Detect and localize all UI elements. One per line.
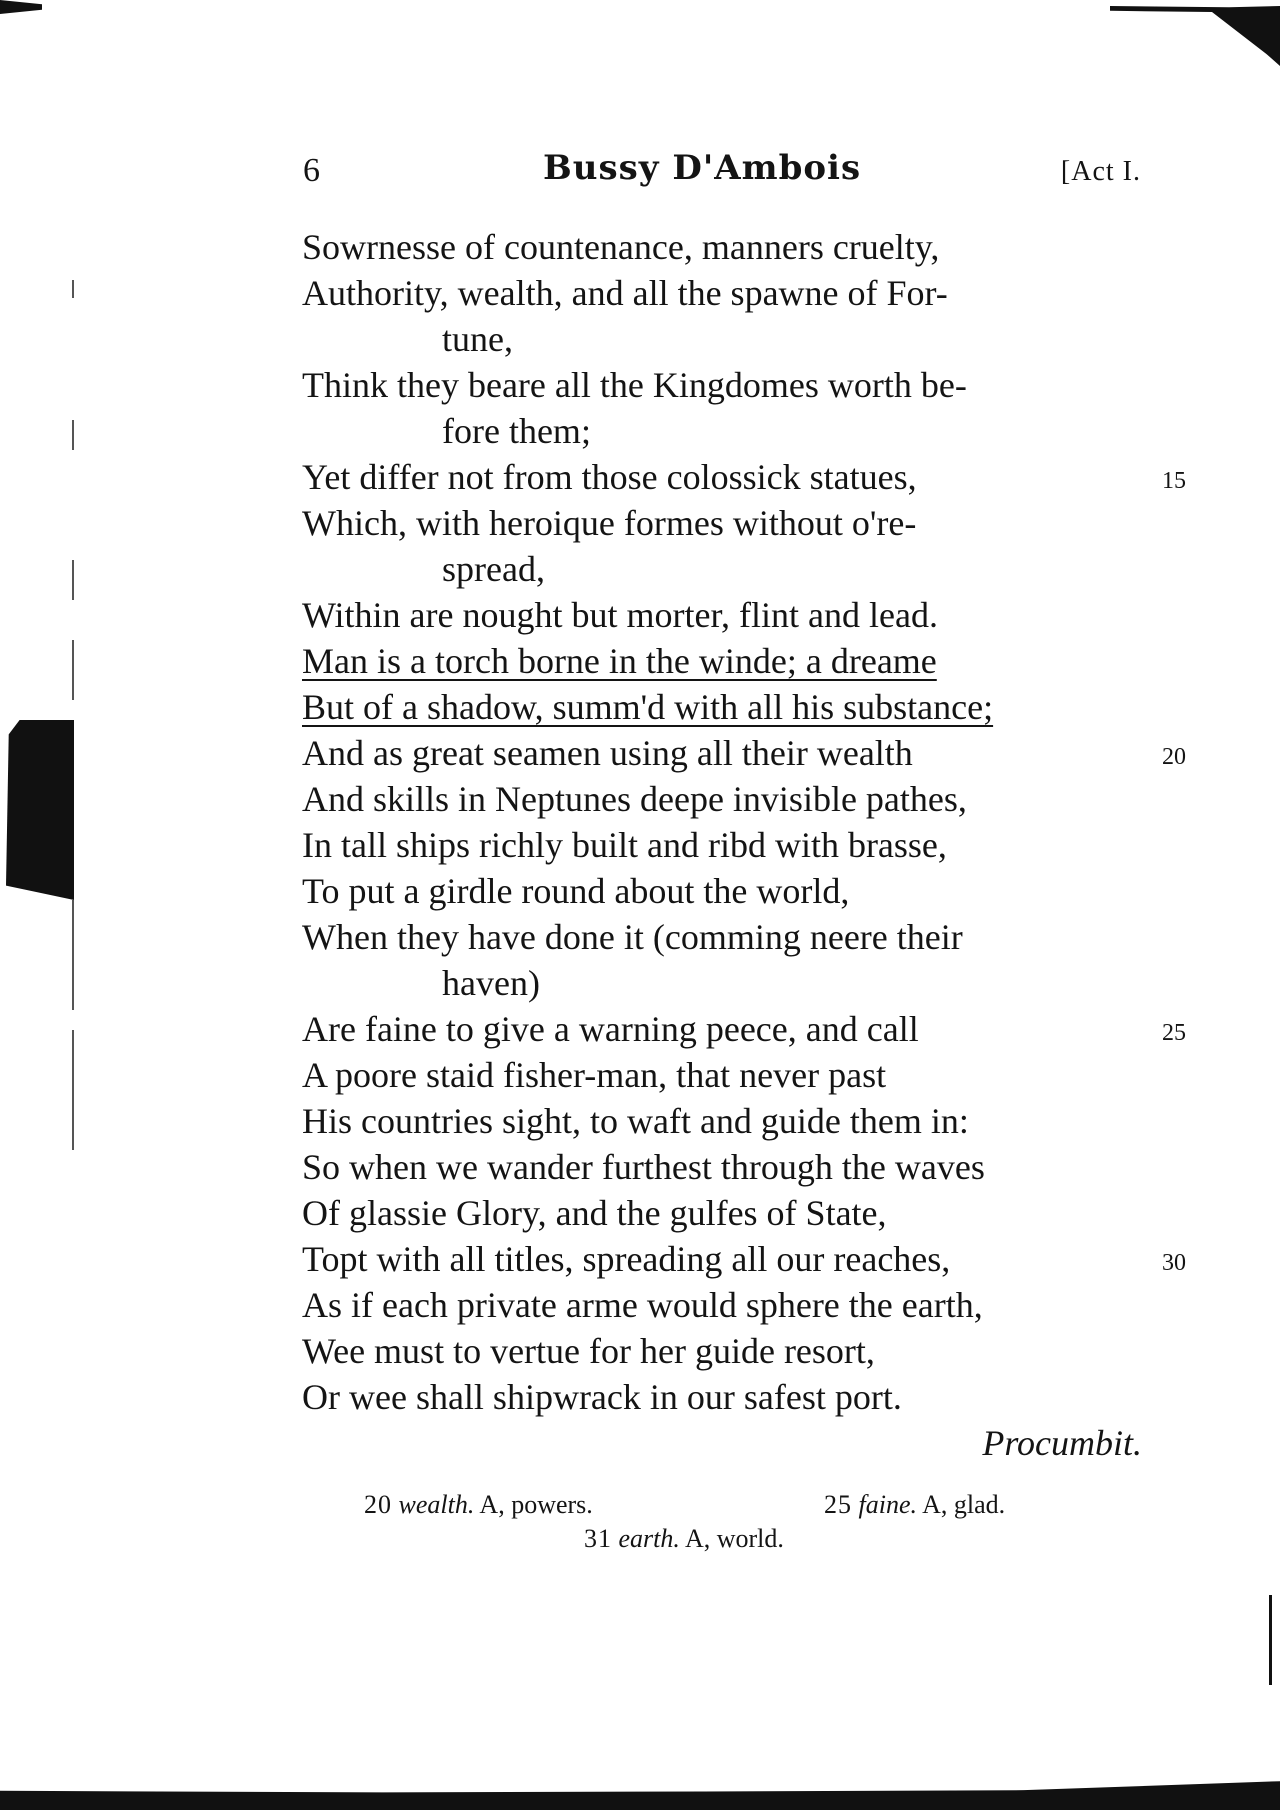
verse-line	[302, 1236, 1186, 1282]
verse-text: tune,	[442, 319, 513, 359]
verse-text: Are faine to give a warning peece, and call	[302, 1009, 919, 1049]
note-reading: A, powers.	[479, 1490, 593, 1519]
verse-line	[302, 546, 1142, 592]
verse-line	[302, 270, 1142, 316]
verse-text: When they have done it (comming neere their	[302, 917, 963, 957]
running-title: Bussy D'Ambois	[543, 148, 862, 188]
verse-text: Of glassie Glory, and the gulfes of State,	[302, 1193, 887, 1233]
verse-block	[302, 224, 1186, 1466]
verse-line	[302, 868, 1142, 914]
page-header	[303, 148, 1141, 200]
verse-text: And skills in Neptunes deepe invisible pathes,	[302, 779, 967, 819]
verse-text: fore them;	[442, 411, 591, 451]
verse-text: Procumbit.	[982, 1423, 1142, 1463]
verse-line	[302, 408, 1142, 454]
verse-text: As if each private arme would sphere the earth,	[302, 1285, 983, 1325]
note-ref: 25	[824, 1490, 852, 1519]
verse-text: Wee must to vertue for her guide resort,	[302, 1331, 875, 1371]
line-number: 15	[1162, 468, 1186, 494]
page-number: 6	[303, 152, 320, 189]
scan-bottom-edge	[0, 1778, 1280, 1810]
verse-line	[302, 776, 1142, 822]
scan-speck	[72, 420, 74, 450]
verse-line	[302, 1328, 1142, 1374]
note-word: wealth.	[398, 1490, 475, 1519]
verse-line	[302, 500, 1142, 546]
note-ref: 20	[364, 1490, 392, 1519]
line-number: 20	[1162, 744, 1186, 770]
verse-line	[302, 1190, 1142, 1236]
textual-note	[364, 1488, 593, 1522]
verse-text: Sowrnesse of countenance, manners cruelty,	[302, 227, 940, 267]
verse-line	[302, 638, 1142, 684]
verse-line	[302, 454, 1186, 500]
verse-text: So when we wander furthest through the waves	[302, 1147, 985, 1187]
note-word: faine.	[858, 1490, 917, 1519]
verse-line	[302, 730, 1186, 776]
act-label: [Act I.	[1060, 156, 1141, 187]
verse-text: Within are nought but morter, flint and lead.	[302, 595, 938, 635]
verse-line	[302, 1098, 1142, 1144]
note-row	[364, 1488, 1084, 1522]
textual-note	[824, 1488, 1005, 1522]
verse-line	[302, 224, 1142, 270]
verse-text: haven)	[442, 963, 540, 1003]
scan-speck	[72, 1030, 74, 1150]
scan-speck	[72, 640, 74, 700]
scan-edge-shadow	[6, 720, 74, 900]
verse-text: Authority, wealth, and all the spawne of For-	[302, 273, 948, 313]
note-reading: A, world.	[684, 1524, 784, 1553]
verse-text: A poore staid fisher-man, that never past	[302, 1055, 887, 1095]
scan-right-edge	[1269, 1595, 1272, 1685]
verse-text: His countries sight, to waft and guide them in:	[302, 1101, 969, 1141]
note-word: earth.	[618, 1524, 680, 1553]
verse-text: Think they beare all the Kingdomes worth be-	[302, 365, 967, 405]
scan-speck	[72, 280, 74, 298]
verse-line	[302, 1144, 1142, 1190]
scan-corner-mark	[1110, 6, 1280, 66]
verse-text: Which, with heroique formes without o're-	[302, 503, 917, 543]
line-number: 25	[1162, 1020, 1186, 1046]
scan-corner-mark	[0, 0, 42, 14]
verse-text: And as great seamen using all their wealth	[302, 733, 913, 773]
verse-line	[302, 914, 1142, 960]
note-ref: 31	[584, 1524, 612, 1553]
verse-text: Yet differ not from those colossick statues,	[302, 457, 917, 497]
verse-line	[302, 960, 1142, 1006]
verse-line	[302, 592, 1142, 638]
verse-line	[302, 1282, 1142, 1328]
scan-speck	[72, 900, 74, 1010]
verse-line	[302, 822, 1142, 868]
scan-speck	[72, 560, 74, 600]
verse-line	[302, 1374, 1142, 1420]
stage-direction	[302, 1420, 1142, 1466]
note-reading: A, glad.	[922, 1490, 1006, 1519]
verse-line	[302, 1052, 1142, 1098]
verse-text: But of a shadow, summ'd with all his substance;	[302, 687, 994, 727]
verse-text: Topt with all titles, spreading all our reaches,	[302, 1239, 951, 1279]
verse-line	[302, 362, 1142, 408]
verse-line	[302, 1006, 1186, 1052]
textual-notes	[364, 1488, 1084, 1556]
verse-text: In tall ships richly built and ribd with brasse,	[302, 825, 947, 865]
note-row	[364, 1522, 1084, 1556]
verse-text: Man is a torch borne in the winde; a dreame	[302, 641, 937, 681]
verse-text: To put a girdle round about the world,	[302, 871, 850, 911]
textual-note	[584, 1522, 784, 1556]
verse-text: Or wee shall shipwrack in our safest port.	[302, 1377, 902, 1417]
line-number: 30	[1162, 1250, 1186, 1276]
verse-line	[302, 684, 1142, 730]
verse-text: spread,	[442, 549, 545, 589]
verse-line	[302, 316, 1142, 362]
